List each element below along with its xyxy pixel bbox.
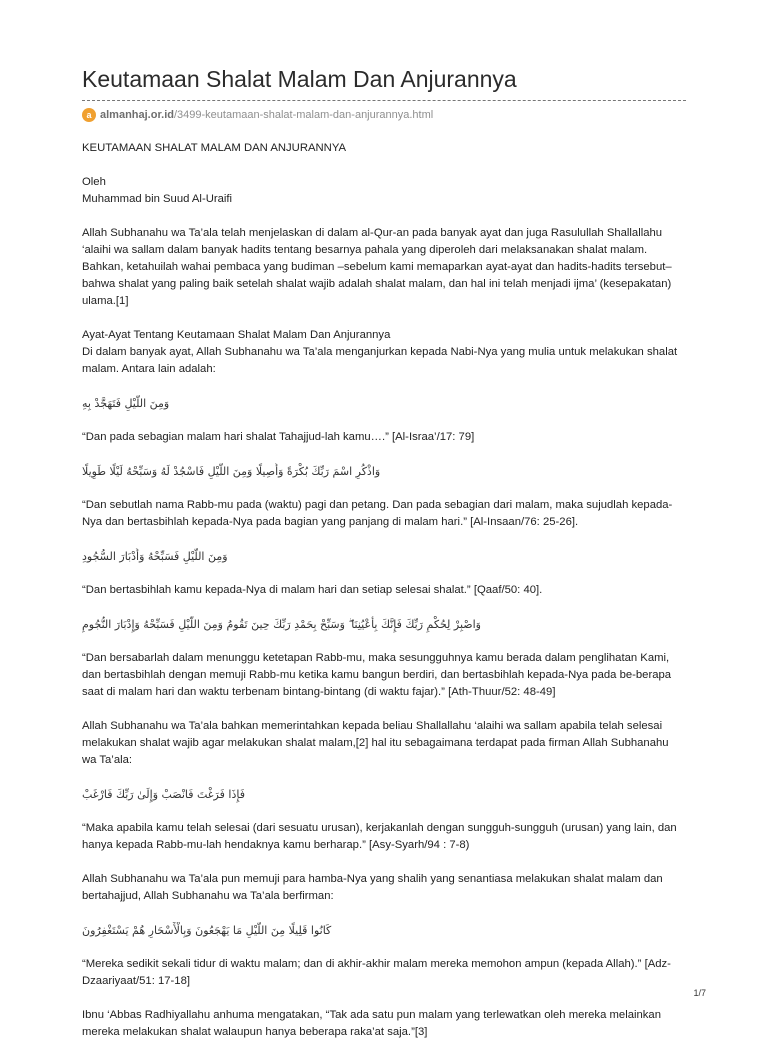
dashed-divider: [82, 100, 686, 101]
paragraph-intro: Allah Subhanahu wa Ta’ala telah menjelaskan di dalam al-Qur-an pada banyak ayat dan juga Rasulullah Shallallahu ‘alaihi wa sallam dalam banyak hadits tentang besarnya pahala yang diperoleh dari melaksanakan shalat malam. Bahkan, ketahuilah wahai pembaca yang budiman –sebelum kami memaparkan ayat-ayat dan hadits-hadits tersebut– bahwa shalat yang paling baik setelah shalat wajib adalah shalat malam, dan hal ini telah menjadi ijma’ (kesepakatan) ulama.[1]: [82, 227, 672, 307]
paragraph-4: Ibnu ‘Abbas Radhiyallahu anhuma mengatakan, “Tak ada satu pun malam yang terlewatkan oleh mereka melainkan mereka melakukan shalat walaupun hanya beberapa raka’at saja.”[3]: [82, 1009, 661, 1038]
page-title: Keutamaan Shalat Malam Dan Anjurannya: [82, 66, 517, 92]
arabic-verse-2: وَاذْكُرِ اسْمَ رَبِّكَ بُكْرَةً وَأَصِيلًا وَمِنَ اللَّيْلِ فَاسْجُدْ لَهُ وَسَبِّحْهُ لَيْلًا طَوِيلًا: [82, 465, 381, 478]
paragraph-3: Allah Subhanahu wa Ta’ala pun memuji para hamba-Nya yang shalih yang senantiasa melakukan shalat malam dan bertahajjud, Allah Subhanahu wa Ta’ala berfirman:: [82, 873, 663, 902]
translation-1: “Dan pada sebagian malam hari shalat Tahajjud-lah kamu….” [Al-Israa’/17: 79]: [82, 431, 475, 443]
source-link[interactable]: [82, 107, 686, 123]
almanhaj-logo-icon: a: [82, 108, 96, 122]
section-heading: Ayat-Ayat Tentang Keutamaan Shalat Malam Dan Anjurannya: [82, 329, 391, 341]
translation-3: “Dan bertasbihlah kamu kepada-Nya di malam hari dan setiap selesai shalat.” [Qaaf/50: 40].: [82, 584, 543, 596]
translation-6: “Mereka sedikit sekali tidur di waktu malam; dan di akhir-akhir malam mereka memohon ampun (kepada Allah).” [Adz-Dzaariyaat/51: 17-18]: [82, 958, 671, 987]
arabic-verse-4: وَاصْبِرْ لِحُكْمِ رَبِّكَ فَإِنَّكَ بِأَعْيُنِنَا ۖ وَسَبِّحْ بِحَمْدِ رَبِّكَ حِينَ تَقُومُ وَمِنَ اللَّيْلِ فَسَبِّحْهُ وَإِدْبَارَ النُّجُومِ: [82, 618, 481, 631]
arabic-verse-3: وَمِنَ اللَّيْلِ فَسَبِّحْهُ وَأَدْبَارَ السُّجُودِ: [82, 550, 228, 563]
section-intro: Di dalam banyak ayat, Allah Subhanahu wa Ta’ala menganjurkan kepada Nabi-Nya yang mulia untuk melakukan shalat malam. Antara lain adalah:: [82, 346, 678, 375]
document-page: [82, 64, 686, 1058]
byline: [82, 174, 686, 208]
translation-2: “Dan sebutlah nama Rabb-mu pada (waktu) pagi dan petang. Dan pada sebagian dari malam, maka sujudlah kepada-Nya dan bertasbihlah kepada-Nya pada bagian yang panjang di malam hari.” [Al-Insaan/76: 25-26].: [82, 499, 673, 528]
section-block: [82, 327, 686, 378]
arabic-verse-6: كَانُوا قَلِيلًا مِنَ اللَّيْلِ مَا يَهْجَعُونَ وَبِالْأَسْحَارِ هُمْ يَسْتَغْفِرُونَ: [82, 924, 332, 937]
source-path: /3499-keutamaan-shalat-malam-dan-anjurannya.html: [173, 109, 434, 121]
byline-label: Oleh: [82, 176, 106, 188]
translation-4: “Dan bersabarlah dalam menunggu ketetapan Rabb-mu, maka sesungguhnya kamu berada dalam penglihatan Kami, dan bertasbihlah dengan memuji Rabb-mu ketika kamu bangun berdiri, dan bertasbihlah kepada-Nya pada be-berapa saat di malam hari dan waktu terbenam bintang-bintang (di waktu fajar).” [Ath-Thuur/52: 48-49]: [82, 652, 672, 698]
arabic-verse-5: فَإِذَا فَرَغْتَ فَانْصَبْ وَإِلَىٰ رَبِّكَ فَارْغَبْ: [82, 788, 245, 801]
translation-5: “Maka apabila kamu telah selesai (dari sesuatu urusan), kerjakanlah dengan sungguh-sungguh (urusan) yang lain, dan hanya kepada Rabb-mu-lah hendaknya kamu berharap.” [Asy-Syarh/94 : 7-8): [82, 822, 677, 851]
article-heading-caps: KEUTAMAAN SHALAT MALAM DAN ANJURANNYA: [82, 142, 347, 154]
paragraph-2: Allah Subhanahu wa Ta’ala bahkan memerintahkan kepada beliau Shallallahu ‘alaihi wa sallam apabila telah selesai melakukan shalat wajib agar melakukan shalat malam,[2] hal itu sebagaimana terdapat pada firman Allah Subhanahu wa Ta’ala:: [82, 720, 669, 766]
article-body: [82, 140, 686, 1041]
arabic-verse-1: وَمِنَ اللَّيْلِ فَتَهَجَّدْ بِهِ: [82, 397, 170, 410]
page-number: 1/7: [693, 988, 706, 998]
author-name: Muhammad bin Suud Al-Uraifi: [82, 193, 233, 205]
source-domain: almanhaj.or.id: [100, 109, 174, 121]
